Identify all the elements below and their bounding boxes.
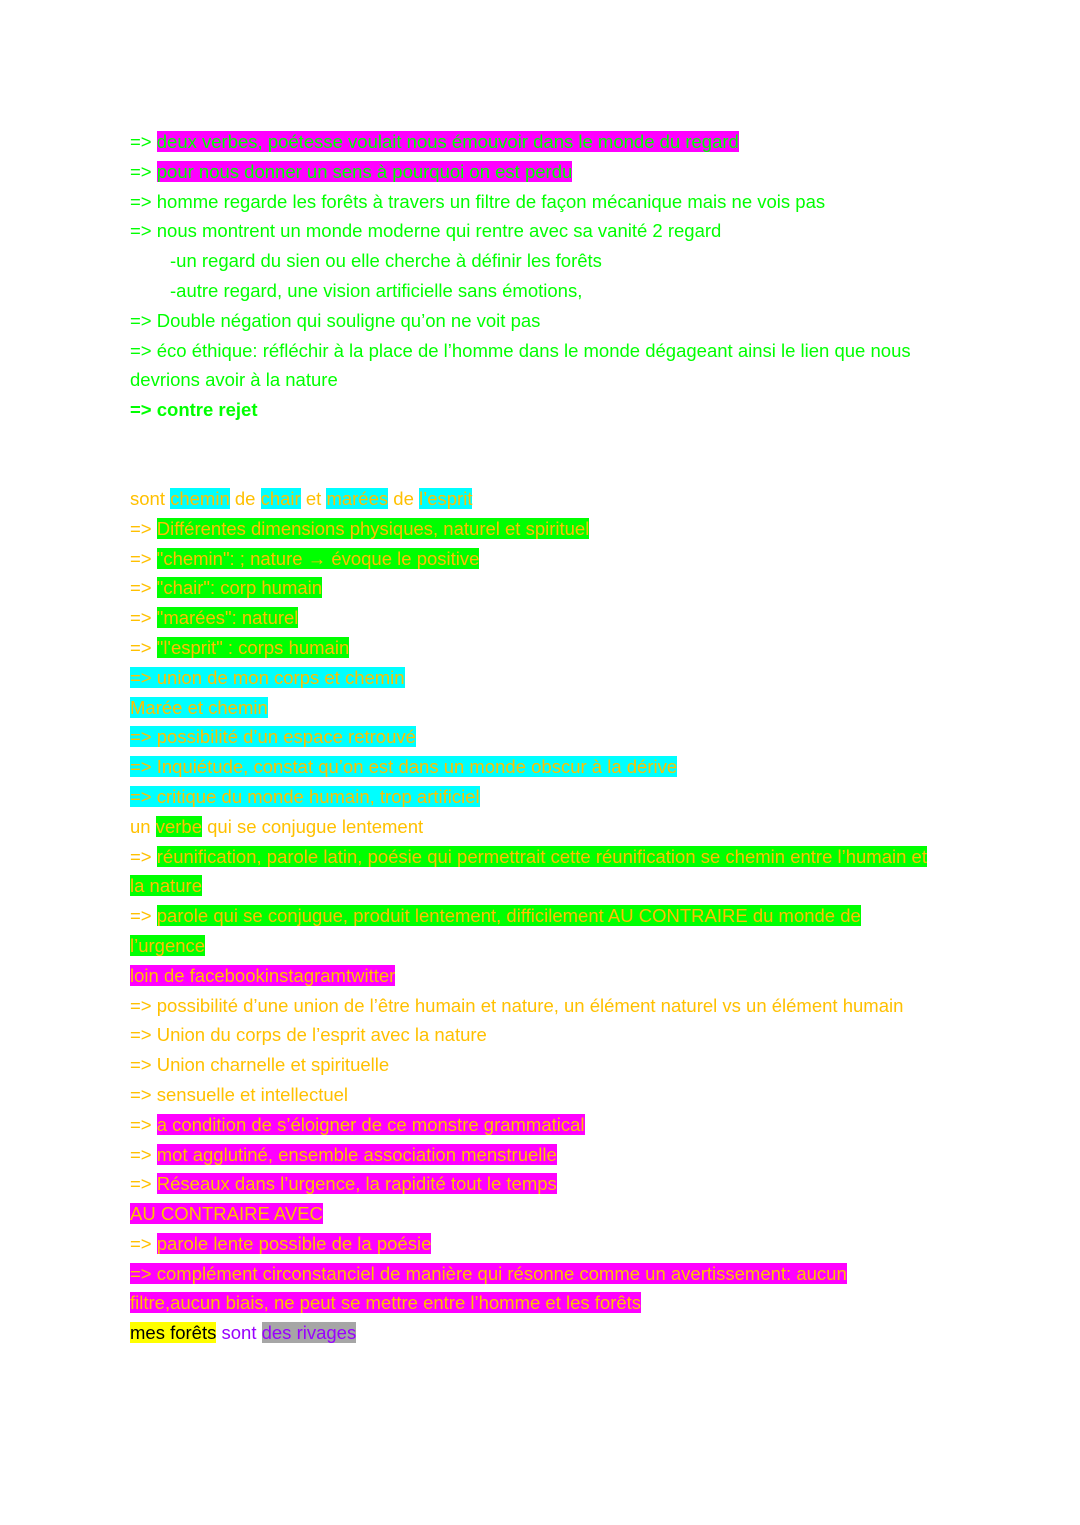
note-text: => bbox=[130, 547, 157, 569]
note-line bbox=[130, 842, 930, 902]
highlighted-text: "l'esprit" : corps humain bbox=[156, 636, 350, 658]
note-text: sont bbox=[130, 487, 171, 509]
note-line bbox=[130, 216, 930, 246]
notes-section-regard bbox=[130, 127, 930, 425]
note-text: => bbox=[130, 160, 157, 182]
highlighted-text: mot agglutiné, ensemble association menstruelle bbox=[156, 1143, 557, 1165]
note-line bbox=[130, 246, 930, 276]
note-text: qui se conjugue lentement bbox=[202, 815, 424, 837]
note-line bbox=[130, 1199, 930, 1229]
highlighted-text: loin de facebookinstagramtwitter bbox=[130, 964, 396, 986]
section-gap bbox=[130, 425, 930, 484]
note-line bbox=[130, 961, 930, 991]
note-line bbox=[130, 514, 930, 544]
highlighted-text: => possibilité d’un espace retrouvé bbox=[130, 726, 416, 748]
note-text: => contre rejet bbox=[130, 399, 258, 421]
highlighted-text: => complément circonstanciel de manière qui résonne comme un avertissement: aucun filtre,aucun biais, ne peut se mettre entre l’homme et les forêts bbox=[130, 1262, 847, 1314]
note-line bbox=[130, 544, 930, 574]
note-text: => éco éthique: réfléchir à la place de l’homme dans le monde dégageant ainsi le lien que nous devrions avoir à la nature bbox=[130, 339, 911, 391]
highlighted-text: l’esprit bbox=[419, 487, 473, 509]
highlighted-text: => union de mon corps et chemin bbox=[130, 666, 405, 688]
note-line bbox=[130, 901, 930, 961]
note-line bbox=[130, 991, 930, 1021]
note-line bbox=[130, 1110, 930, 1140]
highlighted-text: deux verbes, poétesse voulait nous émouvoir dans le monde du regard bbox=[156, 131, 739, 152]
note-text: => sensuelle et intellectuel bbox=[130, 1083, 349, 1105]
note-line bbox=[130, 1020, 930, 1050]
note-line bbox=[130, 1050, 930, 1080]
highlighted-text: des rivages bbox=[261, 1322, 357, 1344]
highlighted-text: parole lente possible de la poésie bbox=[156, 1232, 432, 1254]
note-line bbox=[130, 752, 930, 782]
note-line bbox=[130, 1169, 930, 1199]
note-text: => bbox=[130, 1113, 157, 1135]
note-text: => bbox=[130, 131, 157, 152]
note-text: => bbox=[130, 607, 157, 629]
highlighted-text: pour nous donner un sens à pourquoi on est perdu bbox=[156, 160, 573, 182]
note-text: => nous montrent un monde moderne qui rentre avec sa vanité 2 regard bbox=[130, 220, 722, 242]
note-text: -autre regard, une vision artificielle sans émotions, bbox=[170, 279, 583, 301]
highlighted-text: réunification, parole latin, poésie qui permettrait cette réunification se chemin entre l’humain et la nature bbox=[130, 845, 927, 897]
note-text: => homme regarde les forêts à travers un filtre de façon mécanique mais ne vois pas bbox=[130, 190, 826, 212]
document-page bbox=[130, 127, 930, 1348]
note-line bbox=[130, 1140, 930, 1170]
note-text: de bbox=[388, 487, 419, 509]
note-line bbox=[130, 1080, 930, 1110]
highlighted-text: Réseaux dans l’urgence, la rapidité tout le temps bbox=[156, 1173, 557, 1195]
highlighted-text: chemin bbox=[170, 487, 230, 509]
note-line bbox=[130, 812, 930, 842]
note-text: => bbox=[130, 517, 157, 539]
note-line bbox=[130, 127, 930, 157]
note-text: -un regard du sien ou elle cherche à définir les forêts bbox=[170, 250, 602, 272]
highlighted-text: verbe bbox=[155, 815, 202, 837]
note-line bbox=[130, 782, 930, 812]
note-line bbox=[130, 603, 930, 633]
note-line bbox=[130, 693, 930, 723]
note-text: => bbox=[130, 845, 157, 867]
highlighted-text: Différentes dimensions physiques, naturel et spirituel bbox=[156, 517, 590, 539]
highlighted-text: "chemin": ; nature → évoque le positive bbox=[156, 547, 480, 569]
note-line bbox=[130, 1318, 930, 1348]
note-line bbox=[130, 336, 930, 396]
note-text: => Union du corps de l’esprit avec la nature bbox=[130, 1024, 487, 1046]
note-text: un bbox=[130, 815, 156, 837]
highlighted-text: "marées": naturel bbox=[156, 607, 299, 629]
note-text: => possibilité d’une union de l’être humain et nature, un élément naturel vs un élément humain bbox=[130, 994, 904, 1016]
note-line bbox=[130, 157, 930, 187]
highlighted-text: marées bbox=[326, 487, 389, 509]
note-text: de bbox=[229, 487, 261, 509]
highlighted-text: AU CONTRAIRE AVEC bbox=[130, 1203, 323, 1225]
note-text: => bbox=[130, 1173, 157, 1195]
note-line bbox=[130, 484, 930, 514]
highlighted-text: chair bbox=[260, 487, 301, 509]
note-line bbox=[130, 663, 930, 693]
note-line bbox=[130, 395, 930, 425]
note-text: sont bbox=[216, 1322, 262, 1344]
note-line bbox=[130, 1229, 930, 1259]
note-line bbox=[130, 187, 930, 217]
highlighted-text: => critique du monde humain, trop artificiel bbox=[130, 785, 480, 807]
note-text: => bbox=[130, 636, 157, 658]
note-line bbox=[130, 633, 930, 663]
note-text: => Double négation qui souligne qu’on ne voit pas bbox=[130, 309, 541, 331]
note-line bbox=[130, 1259, 930, 1319]
note-text: => bbox=[130, 905, 157, 927]
highlighted-text: => Inquiétude, constat qu’on est dans un monde obscur à la dérive bbox=[130, 756, 678, 778]
notes-section-chemin bbox=[130, 484, 930, 1348]
note-text: => bbox=[130, 1232, 157, 1254]
note-line bbox=[130, 722, 930, 752]
highlighted-text: Marée et chemin bbox=[130, 696, 268, 718]
note-line bbox=[130, 306, 930, 336]
highlighted-text: a condition de s’éloigner de ce monstre grammatical bbox=[156, 1113, 585, 1135]
note-text: => bbox=[130, 1143, 157, 1165]
highlighted-text: "chair": corp humain bbox=[156, 577, 323, 599]
note-line bbox=[130, 573, 930, 603]
note-text: => Union charnelle et spirituelle bbox=[130, 1054, 390, 1076]
highlighted-text: mes forêts bbox=[130, 1322, 217, 1344]
note-line bbox=[130, 276, 930, 306]
highlighted-text: parole qui se conjugue, produit lentement, difficilement AU CONTRAIRE du monde de l’urgence bbox=[130, 905, 861, 956]
note-text: et bbox=[300, 487, 327, 509]
note-text: => bbox=[130, 577, 157, 599]
